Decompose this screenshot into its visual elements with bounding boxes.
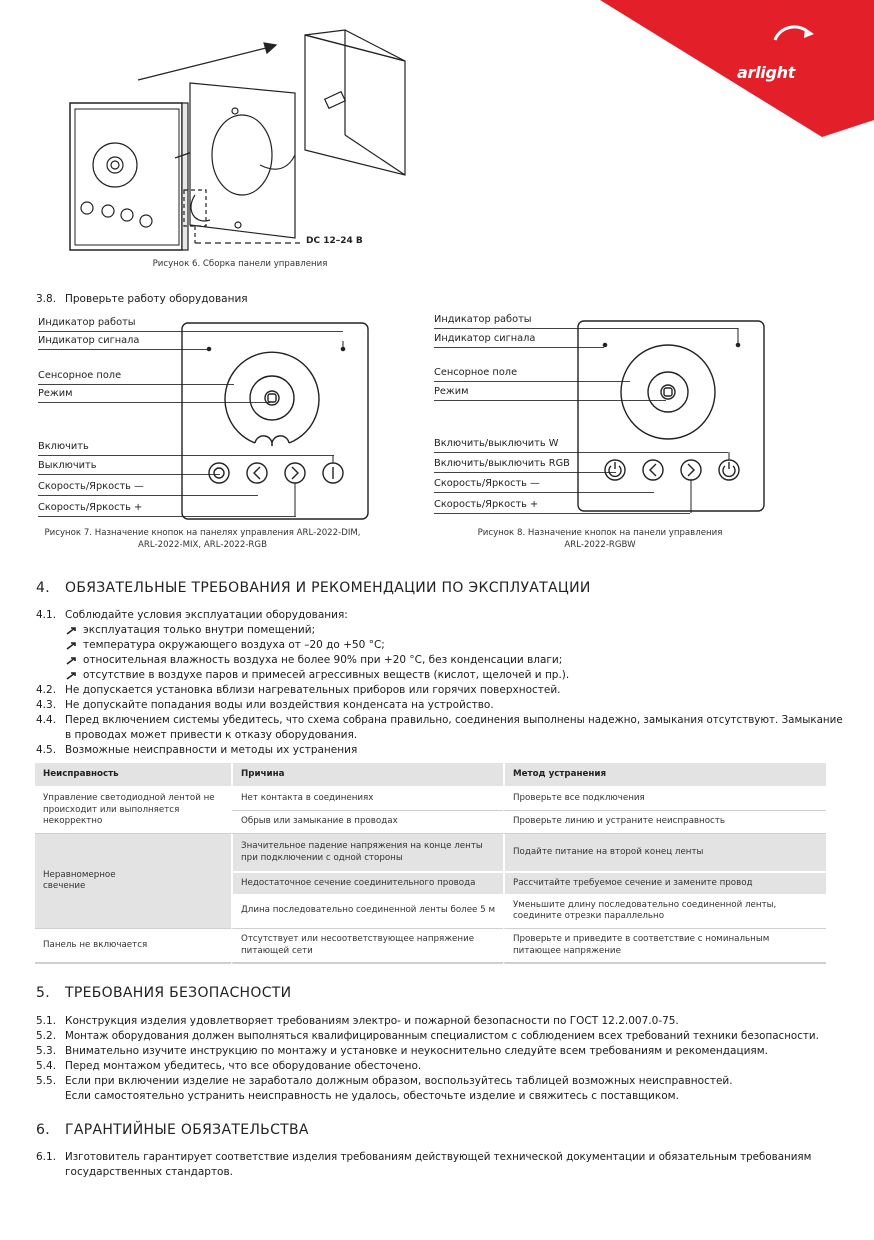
- label-speed-minus: Скорость/Яркость —: [38, 481, 144, 492]
- speed-minus-button-icon: [247, 463, 267, 483]
- item-number: 5.4.: [36, 1060, 57, 1072]
- item-number: 4.4.: [36, 714, 57, 726]
- bullet-arrow-icon: [65, 639, 79, 653]
- label-speed-plus: Скорость/Яркость +: [38, 502, 143, 513]
- fix-cell: Проверьте все подключения: [503, 788, 826, 811]
- label-mode: Режим: [38, 388, 73, 399]
- cause-cell: Отсутствует или несоответствующее напряжение питающей сети: [231, 929, 503, 964]
- fig7-caption: [30, 528, 375, 551]
- item-number: 5.5.: [36, 1075, 57, 1087]
- label-signal-indicator: Индикатор сигнала: [434, 333, 536, 344]
- item-text: Перед включением системы убедитесь, что схема собрана правильно, соединения выполнены надежно, замыкания отсутствуют. Замыкание: [65, 714, 843, 726]
- label-speed-minus: Скорость/Яркость —: [434, 478, 540, 489]
- item-number: 4.5.: [36, 744, 57, 756]
- section-title: ГАРАНТИЙНЫЕ ОБЯЗАТЕЛЬСТВА: [65, 1122, 309, 1138]
- bullet-text: отсутствие в воздухе паров и примесей агрессивных веществ (кислот, щелочей и пр.).: [83, 669, 570, 681]
- fault-line: Неравномерное: [43, 869, 116, 880]
- bullet-text: температура окружающего воздуха от –20 до +50 °C;: [83, 639, 385, 651]
- bullet-arrow-icon: [65, 654, 79, 668]
- fig8-panel-drawing: [576, 319, 766, 514]
- fig7-panel-drawing: [180, 321, 370, 521]
- item-text: Соблюдайте условия эксплуатации оборудования:: [65, 609, 348, 621]
- bullet-arrow-icon: [65, 669, 79, 683]
- fault-line: свечение: [43, 881, 86, 891]
- fig8-caption: [440, 528, 760, 551]
- label-touch-field: Сенсорное поле: [434, 367, 518, 378]
- item-text: Проверьте работу оборудования: [65, 293, 248, 305]
- item-number: 4.2.: [36, 684, 57, 696]
- item-text-cont: Если самостоятельно устранить неисправность не удалось, обесточьте изделие и свяжитесь с поставщиком.: [65, 1090, 679, 1102]
- label-toggle-w: Включить/выключить W: [434, 438, 559, 449]
- label-power-indicator: Индикатор работы: [38, 317, 136, 328]
- table-row: [35, 788, 826, 811]
- table-header: Причина: [231, 763, 503, 788]
- item-text: Изготовитель гарантирует соответствие изделия требованиям действующей технической документации и обязательным требованиям: [65, 1151, 812, 1163]
- section-title: ОБЯЗАТЕЛЬНЫЕ ТРЕБОВАНИЯ И РЕКОМЕНДАЦИИ ПО ЭКСПЛУАТАЦИИ: [65, 580, 591, 596]
- cause-cell: Обрыв или замыкание в проводах: [231, 811, 503, 834]
- section-number: 4.: [36, 580, 50, 596]
- item-text: Не допускается установка вблизи нагревательных приборов или горячих поверхностей.: [65, 684, 561, 696]
- fault-cell: Панель не включается: [35, 929, 231, 964]
- label-mode: Режим: [434, 386, 469, 397]
- fig6-dc-label: DC 12–24 В: [306, 236, 363, 246]
- section-number: 5.: [36, 985, 50, 1001]
- table-row: [35, 929, 826, 964]
- fix-cell: Подайте питание на второй конец ленты: [503, 834, 826, 871]
- table-header: Неисправность: [35, 763, 231, 788]
- speed-plus-button-icon: [285, 463, 305, 483]
- fix-cell: Проверьте и приведите в соответствие с номинальным питающее напряжение: [503, 929, 826, 964]
- cause-cell: Длина последовательно соединенной ленты более 5 м: [231, 894, 503, 929]
- item-number: 5.1.: [36, 1015, 57, 1027]
- item-text-cont: государственных стандартов.: [65, 1166, 234, 1178]
- label-signal-indicator: Индикатор сигнала: [38, 335, 140, 346]
- item-text: Внимательно изучите инструкцию по монтажу и установке и неукоснительно следуйте всем требованиям и рекомендациям.: [65, 1045, 769, 1057]
- item-text: Монтаж оборудования должен выполняться квалифицированным специалистом с соблюдением всех требований техники безопасности.: [65, 1030, 819, 1042]
- power-indicator-icon: [736, 343, 739, 346]
- fix-cell: Рассчитайте требуемое сечение и замените провод: [503, 871, 826, 894]
- table-header: Метод устранения: [503, 763, 826, 788]
- item-text: Возможные неисправности и методы их устранения: [65, 744, 358, 756]
- touch-ring-icon: [225, 352, 319, 443]
- fix-cell: Уменьшите длину последовательно соединенной ленты, соедините отрезки параллельно: [503, 894, 826, 929]
- section-title: ТРЕБОВАНИЯ БЕЗОПАСНОСТИ: [65, 985, 292, 1001]
- label-on: Включить: [38, 441, 89, 452]
- power-indicator-icon: [341, 347, 344, 350]
- label-speed-plus: Скорость/Яркость +: [434, 499, 539, 510]
- fig8-caption-line1: Рисунок 8. Назначение кнопок на панели управления: [477, 528, 723, 538]
- item-number: 3.8.: [36, 293, 57, 305]
- signal-indicator-icon: [207, 347, 210, 350]
- speed-plus-button-icon: [681, 460, 701, 480]
- fault-cell: Управление светодиодной лентой не происходит или выполняется некорректно: [35, 788, 231, 834]
- fix-cell: Проверьте линию и устраните неисправность: [503, 811, 826, 834]
- fig8-caption-line2: ARL-2022-RGBW: [564, 539, 636, 550]
- fig7-caption-line1: Рисунок 7. Назначение кнопок на панелях управления ARL-2022-DIM,: [44, 528, 361, 538]
- item-number: 6.1.: [36, 1151, 57, 1163]
- fault-cell: [35, 834, 231, 929]
- speed-minus-button-icon: [643, 460, 663, 480]
- bullet-text: относительная влажность воздуха не более 90% при +20 °C, без конденсации влаги;: [83, 654, 563, 666]
- bullet-text: эксплуатация только внутри помещений;: [83, 624, 316, 636]
- cause-cell: Нет контакта в соединениях: [231, 788, 503, 811]
- cause-cell: Значительное падение напряжения на конце ленты при подключении с одной стороны: [231, 834, 503, 871]
- item-text: Конструкция изделия удовлетворяет требованиям электро- и пожарной безопасности по ГОСТ 12.2.007.0-75.: [65, 1015, 679, 1027]
- item-text: Перед монтажом убедитесь, что все оборудование обесточено.: [65, 1060, 422, 1072]
- item-text: Не допускайте попадания воды или воздействия конденсата на устройство.: [65, 699, 494, 711]
- fig6-assembly-drawing: [60, 25, 420, 255]
- item-number: 4.1.: [36, 609, 57, 621]
- table-row: [35, 834, 826, 871]
- label-touch-field: Сенсорное поле: [38, 370, 122, 381]
- touch-ring-icon: [621, 345, 715, 439]
- fig6-caption: Рисунок 6. Сборка панели управления: [152, 259, 328, 269]
- signal-indicator-icon: [603, 343, 606, 346]
- panel-outline: [578, 321, 764, 511]
- section-number: 6.: [36, 1122, 50, 1138]
- label-off: Выключить: [38, 460, 97, 471]
- label-power-indicator: Индикатор работы: [434, 314, 532, 325]
- item-text: Если при включении изделие не заработало должным образом, воспользуйтесь таблицей возможных неисправностей.: [65, 1075, 733, 1087]
- troubleshooting-table: [35, 763, 826, 964]
- table-header-row: [35, 763, 826, 788]
- label-toggle-rgb: Включить/выключить RGB: [434, 458, 570, 469]
- item-number: 4.3.: [36, 699, 57, 711]
- cause-cell: Недостаточное сечение соединительного провода: [231, 871, 503, 894]
- off-button-icon: [209, 463, 229, 483]
- item-text-cont: в проводах может привести к отказу оборудования.: [65, 729, 358, 741]
- bullet-arrow-icon: [65, 624, 79, 638]
- brand-logo: arlight: [737, 63, 796, 82]
- fig7-caption-line2: ARL-2022-MIX, ARL-2022-RGB: [138, 539, 267, 550]
- item-number: 5.3.: [36, 1045, 57, 1057]
- item-number: 5.2.: [36, 1030, 57, 1042]
